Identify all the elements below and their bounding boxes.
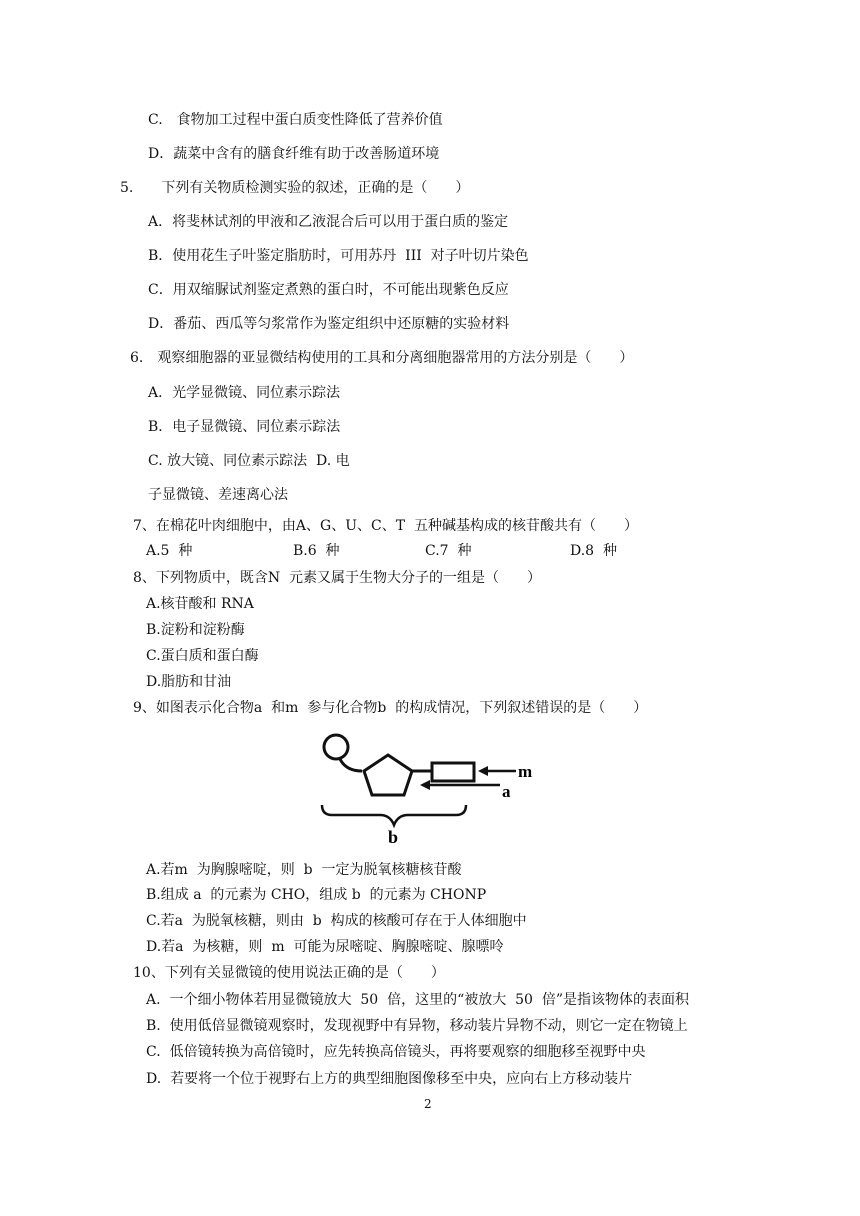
arrow-a-head: [420, 780, 430, 790]
q6-option-b: B．电子显微镜、同位素示踪法: [148, 419, 341, 435]
q9-option-c: C.若a 为脱氧核糖，则由 b 构成的核酸可存在于人体细胞中: [146, 913, 527, 929]
q5-option-c: C．用双缩脲试剂鉴定煮熟的蛋白时，不可能出现紫色反应: [148, 282, 509, 298]
q7-option-b: B.6 种: [293, 543, 340, 559]
q10-option-a: A. 一个细小物体若用显微镜放大 50 倍，这里的“被放大 50 倍”是指该物体的表面积: [146, 992, 690, 1008]
q9-option-b: B.组成 a 的元素为 CHO，组成 b 的元素为 CHONP: [146, 887, 487, 903]
q8-stem: 8、下列物质中，既含N 元素又属于生物大分子的一组是（ ）: [133, 570, 542, 586]
q5-option-d: D．番茄、西瓜等匀浆常作为鉴定组织中还原糖的实验材料: [148, 316, 510, 332]
q10-option-c: C. 低倍镜转换为高倍镜时，应先转换高倍镜头，再将要观察的细胞移至视野中央: [146, 1044, 646, 1060]
q8-option-c: C.蛋白质和蛋白酶: [146, 648, 259, 664]
brace: [322, 805, 466, 825]
q7-stem: 7、在棉花叶肉细胞中，由A、G、U、C、T 五种碱基构成的核苷酸共有（ ）: [133, 518, 638, 534]
q7-option-c: C.7 种: [425, 543, 472, 559]
q7-option-a: A.5 种: [146, 543, 193, 559]
label-a: a: [502, 782, 511, 801]
q4-option-c: C. 食物加工过程中蛋白质变性降低了营养价值: [148, 112, 443, 128]
q4-option-d: D．蔬菜中含有的膳食纤维有助于改善肠道环境: [148, 146, 440, 162]
q8-option-b: B.淀粉和淀粉酶: [146, 622, 245, 638]
q7-option-d: D.8 种: [570, 543, 617, 559]
q5-option-b: B．使用花生子叶鉴定脂肪时，可用苏丹 III 对子叶切片染色: [148, 248, 529, 264]
phosphate-bond: [340, 759, 362, 771]
q5-stem: 5. 下列有关物质检测实验的叙述，正确的是（ ）: [120, 180, 470, 196]
q6-option-a: A．光学显微镜、同位素示踪法: [148, 385, 341, 401]
q8-option-d: D.脂肪和甘油: [146, 674, 232, 690]
q8-option-a: A.核苷酸和 RNA: [146, 596, 254, 612]
q6-stem: 6. 观察细胞器的亚显微结构使用的工具和分离细胞器常用的方法分别是（ ）: [130, 350, 634, 366]
q9-option-a: A.若m 为胸腺嘧啶，则 b 一定为脱氧核糖核苷酸: [146, 862, 462, 878]
phosphate-circle: [324, 735, 348, 759]
q6-option-c: C. 放大镜、同位素示踪法 D. 电: [148, 453, 350, 469]
q9-stem: 9、如图表示化合物a 和m 参与化合物b 的构成情况，下列叙述错误的是（ ）: [133, 700, 648, 716]
q5-option-a: A．将斐林试剂的甲液和乙液混合后可以用于蛋白质的鉴定: [148, 214, 509, 230]
q6-option-d: 子显微镜、差速离心法: [148, 487, 288, 503]
q10-stem: 10、下列有关显微镜的使用说法正确的是（ ）: [133, 965, 445, 981]
label-b: b: [388, 827, 399, 845]
page-number: 2: [424, 1097, 432, 1111]
base-rectangle: [432, 763, 474, 781]
label-m: m: [518, 762, 533, 781]
q9-option-d: D.若a 为核糖，则 m 可能为尿嘧啶、胸腺嘧啶、腺嘌呤: [146, 939, 504, 955]
arrow-m-head: [478, 766, 488, 776]
q10-option-b: B. 使用低倍显微镜观察时，发现视野中有异物，移动装片异物不动，则它一定在物镜上: [146, 1018, 688, 1034]
pentose-pentagon: [364, 755, 412, 795]
nucleotide-structure-diagram: [316, 725, 536, 845]
q10-option-d: D. 若要将一个位于视野右上方的典型细胞图像移至中央，应向右上方移动装片: [146, 1071, 633, 1087]
